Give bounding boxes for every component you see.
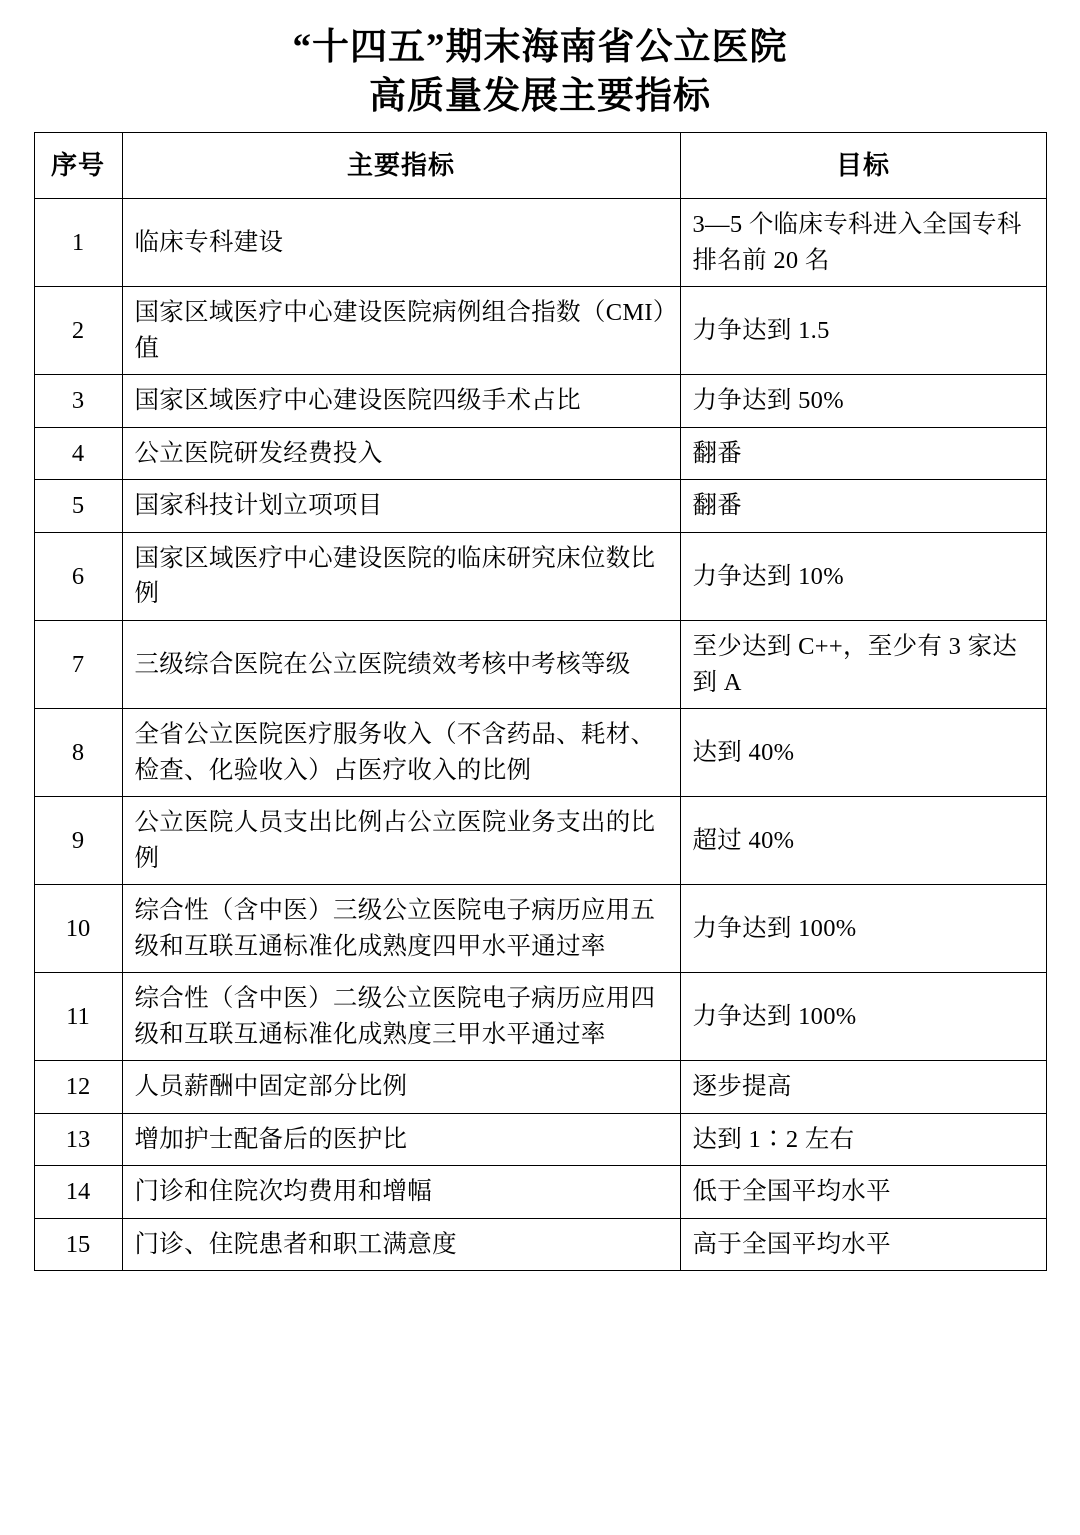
row-target: 翻番 <box>680 427 1046 480</box>
row-target: 至少达到 C++，至少有 3 家达到 A <box>680 620 1046 708</box>
row-indicator-name: 人员薪酬中固定部分比例 <box>122 1061 680 1114</box>
row-target: 达到 40% <box>680 709 1046 797</box>
table-row <box>34 620 1046 708</box>
row-target: 高于全国平均水平 <box>680 1218 1046 1271</box>
row-indicator-name: 公立医院人员支出比例占公立医院业务支出的比例 <box>122 797 680 885</box>
table-row <box>34 1218 1046 1271</box>
row-indicator-name: 国家区域医疗中心建设医院四级手术占比 <box>122 375 680 428</box>
table-row <box>34 532 1046 620</box>
row-indicator-name: 临床专科建设 <box>122 199 680 287</box>
row-indicator-name: 门诊、住院患者和职工满意度 <box>122 1218 680 1271</box>
row-indicator-name: 增加护士配备后的医护比 <box>122 1113 680 1166</box>
row-target: 超过 40% <box>680 797 1046 885</box>
row-number: 14 <box>34 1166 122 1219</box>
row-indicator-name: 门诊和住院次均费用和增幅 <box>122 1166 680 1219</box>
row-indicator-name: 三级综合医院在公立医院绩效考核中考核等级 <box>122 620 680 708</box>
table-row <box>34 427 1046 480</box>
table-row <box>34 199 1046 287</box>
table-row <box>34 287 1046 375</box>
indicators-table <box>34 132 1047 1272</box>
table-row <box>34 1166 1046 1219</box>
page-title-line-2: 高质量发展主要指标 <box>369 75 711 117</box>
row-number: 13 <box>34 1113 122 1166</box>
table-row <box>34 375 1046 428</box>
row-indicator-name: 全省公立医院医疗服务收入（不含药品、耗材、检查、化验收入）占医疗收入的比例 <box>122 709 680 797</box>
row-number: 9 <box>34 797 122 885</box>
table-row <box>34 1061 1046 1114</box>
table-body <box>34 199 1046 1271</box>
table-header-row <box>34 132 1046 199</box>
row-number: 2 <box>34 287 122 375</box>
row-number: 15 <box>34 1218 122 1271</box>
row-number: 8 <box>34 709 122 797</box>
row-number: 3 <box>34 375 122 428</box>
table-header <box>34 132 1046 199</box>
row-target: 低于全国平均水平 <box>680 1166 1046 1219</box>
row-indicator-name: 公立医院研发经费投入 <box>122 427 680 480</box>
row-indicator-name: 综合性（含中医）二级公立医院电子病历应用四级和互联互通标准化成熟度三甲水平通过率 <box>122 973 680 1061</box>
table-row <box>34 709 1046 797</box>
row-target: 翻番 <box>680 480 1046 533</box>
row-indicator-name: 国家区域医疗中心建设医院的临床研究床位数比例 <box>122 532 680 620</box>
row-number: 5 <box>34 480 122 533</box>
table-row <box>34 885 1046 973</box>
page-title <box>24 24 1056 122</box>
row-number: 7 <box>34 620 122 708</box>
table-row <box>34 480 1046 533</box>
table-row <box>34 1113 1046 1166</box>
row-target: 力争达到 10% <box>680 532 1046 620</box>
row-target: 逐步提高 <box>680 1061 1046 1114</box>
row-indicator-name: 国家区域医疗中心建设医院病例组合指数（CMI）值 <box>122 287 680 375</box>
page-title-line-1: “十四五”期末海南省公立医院 <box>292 27 788 68</box>
row-target: 力争达到 50% <box>680 375 1046 428</box>
column-header-num: 序号 <box>34 132 122 199</box>
row-target: 3—5 个临床专科进入全国专科排名前 20 名 <box>680 199 1046 287</box>
row-number: 6 <box>34 532 122 620</box>
row-target: 达到 1∶2 左右 <box>680 1113 1046 1166</box>
row-target: 力争达到 100% <box>680 973 1046 1061</box>
column-header-name: 主要指标 <box>122 132 680 199</box>
row-number: 12 <box>34 1061 122 1114</box>
table-row <box>34 797 1046 885</box>
row-target: 力争达到 1.5 <box>680 287 1046 375</box>
column-header-target: 目标 <box>680 132 1046 199</box>
table-row <box>34 973 1046 1061</box>
row-target: 力争达到 100% <box>680 885 1046 973</box>
row-number: 1 <box>34 199 122 287</box>
row-number: 10 <box>34 885 122 973</box>
row-indicator-name: 综合性（含中医）三级公立医院电子病历应用五级和互联互通标准化成熟度四甲水平通过率 <box>122 885 680 973</box>
row-number: 4 <box>34 427 122 480</box>
row-indicator-name: 国家科技计划立项项目 <box>122 480 680 533</box>
row-number: 11 <box>34 973 122 1061</box>
